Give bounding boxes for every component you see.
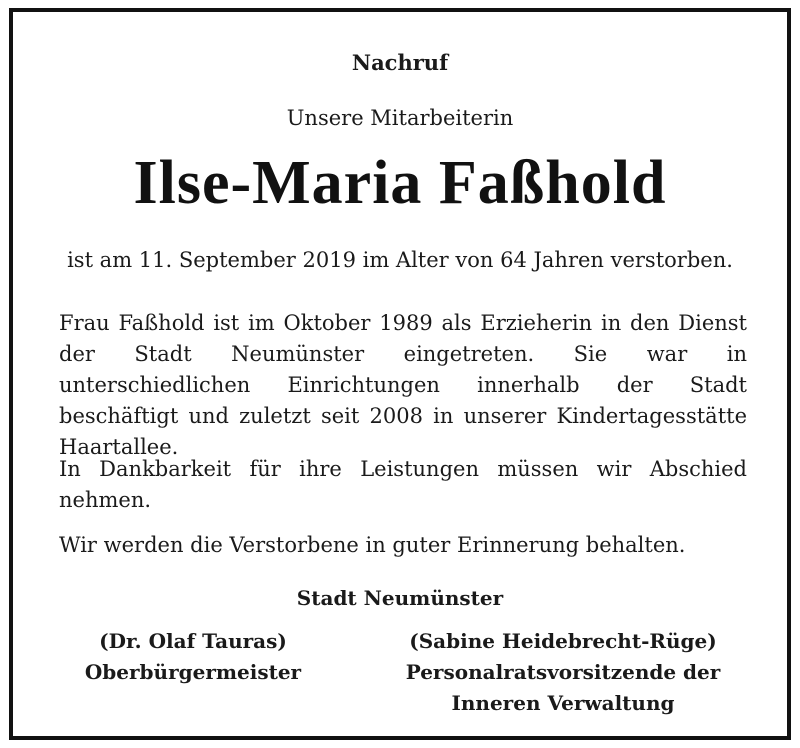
- death-date-line: ist am 11. September 2019 im Alter von 64 Jahren verstorben.: [67, 248, 733, 272]
- organization-name: Stadt Neumünster: [296, 586, 504, 610]
- signatory-staff-council: [393, 626, 733, 719]
- deceased-name: Ilse-Maria Faßhold: [133, 149, 667, 217]
- signatory-name: (Dr. Olaf Tauras): [99, 629, 287, 653]
- signatory-mayor: [63, 626, 323, 688]
- signatory-title-line-1: Personalratsvorsitzende der: [405, 660, 721, 684]
- signatory-title-line-2: Inneren Verwaltung: [451, 691, 675, 715]
- obituary-notice: [9, 8, 791, 740]
- career-paragraph: Frau Faßhold ist im Oktober 1989 als Erzieherin in den Dienst der Stadt Neumünster eingetreten. Sie war in unterschiedlichen Einrichtungen innerhalb der Stadt beschäftigt und zuletzt seit 2008 in unserer Kindertagesstätte Haartallee.: [59, 311, 747, 459]
- remembrance-paragraph: Wir werden die Verstorbene in guter Erinnerung behalten.: [59, 533, 686, 557]
- intro-text: Unsere Mitarbeiterin: [286, 106, 514, 130]
- notice-heading: Nachruf: [351, 50, 449, 75]
- signatory-title: Oberbürgermeister: [84, 660, 302, 684]
- signatory-name: (Sabine Heidebrecht-Rüge): [409, 629, 717, 653]
- gratitude-paragraph: In Dankbarkeit für ihre Leistungen müssen wir Abschied nehmen.: [59, 457, 747, 512]
